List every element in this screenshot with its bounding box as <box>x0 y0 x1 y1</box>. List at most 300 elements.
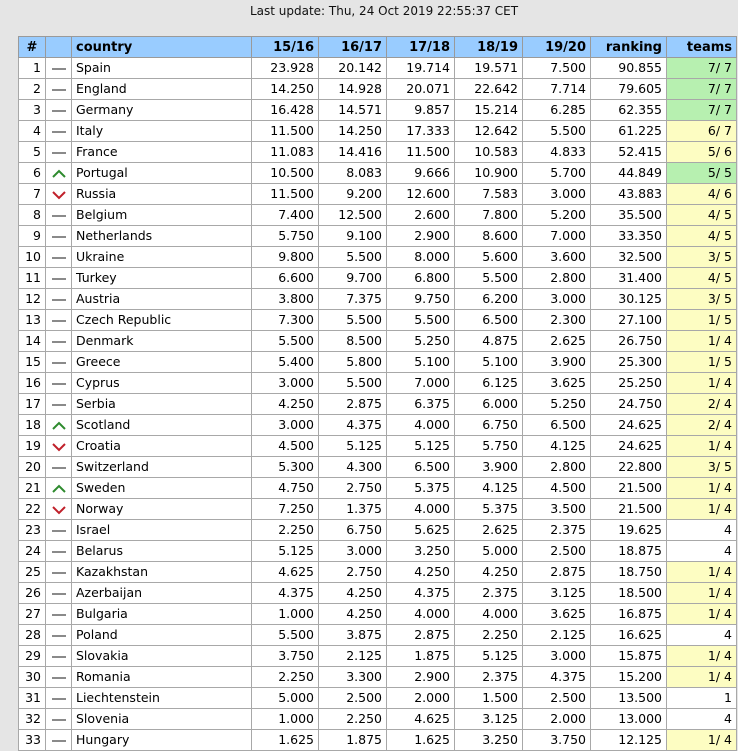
ranking-value: 27.100 <box>591 310 667 331</box>
rank-index: 23 <box>19 520 46 541</box>
ranking-value: 43.883 <box>591 184 667 205</box>
season-17-18-value: 4.625 <box>387 709 455 730</box>
header-season-18-19[interactable]: 18/19 <box>455 37 523 58</box>
trend-down-icon <box>51 190 67 200</box>
season-16-17-value: 20.142 <box>319 58 387 79</box>
teams-value: 1/ 4 <box>667 730 737 751</box>
season-16-17-value: 3.300 <box>319 667 387 688</box>
season-18-19-value: 7.583 <box>455 184 523 205</box>
season-18-19-value: 5.750 <box>455 436 523 457</box>
table-row <box>19 604 737 625</box>
rank-index: 4 <box>19 121 46 142</box>
season-16-17-value: 12.500 <box>319 205 387 226</box>
season-17-18-value: 2.875 <box>387 625 455 646</box>
season-19-20-value: 2.800 <box>523 268 591 289</box>
country-name: Belgium <box>72 205 252 226</box>
season-16-17-value: 1.875 <box>319 730 387 751</box>
season-17-18-value: 2.600 <box>387 205 455 226</box>
teams-value: 4 <box>667 709 737 730</box>
rank-index: 32 <box>19 709 46 730</box>
season-19-20-value: 2.300 <box>523 310 591 331</box>
trend-cell <box>46 520 72 541</box>
country-name: Serbia <box>72 394 252 415</box>
trend-cell <box>46 58 72 79</box>
season-18-19-value: 19.571 <box>455 58 523 79</box>
ranking-value: 16.625 <box>591 625 667 646</box>
country-name: Austria <box>72 289 252 310</box>
trend-cell <box>46 541 72 562</box>
trend-flat-icon <box>51 85 67 95</box>
trend-cell <box>46 247 72 268</box>
teams-value: 1/ 4 <box>667 436 737 457</box>
ranking-value: 16.875 <box>591 604 667 625</box>
country-name: Denmark <box>72 331 252 352</box>
season-15-16-value: 5.500 <box>252 331 319 352</box>
rank-index: 12 <box>19 289 46 310</box>
trend-flat-icon <box>51 148 67 158</box>
trend-cell <box>46 646 72 667</box>
season-17-18-value: 11.500 <box>387 142 455 163</box>
country-name: Ukraine <box>72 247 252 268</box>
season-18-19-value: 3.125 <box>455 709 523 730</box>
rank-index: 18 <box>19 415 46 436</box>
season-15-16-value: 2.250 <box>252 667 319 688</box>
country-name: France <box>72 142 252 163</box>
season-17-18-value: 2.900 <box>387 667 455 688</box>
season-19-20-value: 6.285 <box>523 100 591 121</box>
season-19-20-value: 3.000 <box>523 184 591 205</box>
ranking-value: 61.225 <box>591 121 667 142</box>
trend-cell <box>46 709 72 730</box>
season-17-18-value: 19.714 <box>387 58 455 79</box>
season-19-20-value: 2.000 <box>523 709 591 730</box>
header-country[interactable]: country <box>72 37 252 58</box>
season-15-16-value: 1.625 <box>252 730 319 751</box>
teams-value: 7/ 7 <box>667 79 737 100</box>
season-15-16-value: 3.000 <box>252 415 319 436</box>
season-16-17-value: 8.500 <box>319 331 387 352</box>
trend-flat-icon <box>51 526 67 536</box>
trend-flat-icon <box>51 694 67 704</box>
trend-cell <box>46 730 72 751</box>
season-17-18-value: 3.250 <box>387 541 455 562</box>
header-ranking[interactable]: ranking <box>591 37 667 58</box>
trend-flat-icon <box>51 463 67 473</box>
season-15-16-value: 14.250 <box>252 79 319 100</box>
ranking-value: 18.875 <box>591 541 667 562</box>
teams-value: 4/ 5 <box>667 268 737 289</box>
teams-value: 4 <box>667 625 737 646</box>
country-name: Hungary <box>72 730 252 751</box>
season-17-18-value: 6.375 <box>387 394 455 415</box>
ranking-value: 25.250 <box>591 373 667 394</box>
season-16-17-value: 14.250 <box>319 121 387 142</box>
ranking-value: 19.625 <box>591 520 667 541</box>
table-row <box>19 688 737 709</box>
trend-cell <box>46 499 72 520</box>
table-row <box>19 478 737 499</box>
table-row <box>19 436 737 457</box>
rank-index: 22 <box>19 499 46 520</box>
season-19-20-value: 2.800 <box>523 457 591 478</box>
country-name: Germany <box>72 100 252 121</box>
season-18-19-value: 1.500 <box>455 688 523 709</box>
country-name: Poland <box>72 625 252 646</box>
season-15-16-value: 5.300 <box>252 457 319 478</box>
season-17-18-value: 1.625 <box>387 730 455 751</box>
country-name: Croatia <box>72 436 252 457</box>
season-15-16-value: 23.928 <box>252 58 319 79</box>
season-17-18-value: 4.250 <box>387 562 455 583</box>
trend-cell <box>46 394 72 415</box>
season-15-16-value: 5.125 <box>252 541 319 562</box>
ranking-value: 25.300 <box>591 352 667 373</box>
country-name: Scotland <box>72 415 252 436</box>
season-18-19-value: 6.200 <box>455 289 523 310</box>
rank-index: 16 <box>19 373 46 394</box>
season-18-19-value: 2.625 <box>455 520 523 541</box>
season-17-18-value: 2.900 <box>387 226 455 247</box>
ranking-value: 90.855 <box>591 58 667 79</box>
season-16-17-value: 2.875 <box>319 394 387 415</box>
country-name: Czech Republic <box>72 310 252 331</box>
teams-value: 3/ 5 <box>667 247 737 268</box>
rank-index: 7 <box>19 184 46 205</box>
table-row <box>19 352 737 373</box>
season-18-19-value: 4.250 <box>455 562 523 583</box>
table-row <box>19 625 737 646</box>
trend-cell <box>46 226 72 247</box>
season-19-20-value: 5.200 <box>523 205 591 226</box>
trend-cell <box>46 121 72 142</box>
rank-index: 28 <box>19 625 46 646</box>
rank-index: 29 <box>19 646 46 667</box>
season-17-18-value: 1.875 <box>387 646 455 667</box>
teams-value: 1/ 4 <box>667 562 737 583</box>
rank-index: 6 <box>19 163 46 184</box>
table-row <box>19 226 737 247</box>
season-19-20-value: 4.125 <box>523 436 591 457</box>
season-15-16-value: 5.750 <box>252 226 319 247</box>
season-19-20-value: 4.375 <box>523 667 591 688</box>
season-15-16-value: 4.375 <box>252 583 319 604</box>
season-15-16-value: 1.000 <box>252 709 319 730</box>
country-name: Italy <box>72 121 252 142</box>
season-15-16-value: 3.800 <box>252 289 319 310</box>
teams-value: 5/ 6 <box>667 142 737 163</box>
season-17-18-value: 4.000 <box>387 604 455 625</box>
ranking-value: 15.200 <box>591 667 667 688</box>
season-19-20-value: 3.500 <box>523 499 591 520</box>
rank-index: 13 <box>19 310 46 331</box>
country-name: Romania <box>72 667 252 688</box>
season-17-18-value: 9.750 <box>387 289 455 310</box>
season-17-18-value: 4.000 <box>387 415 455 436</box>
trend-flat-icon <box>51 232 67 242</box>
season-17-18-value: 20.071 <box>387 79 455 100</box>
season-15-16-value: 11.500 <box>252 121 319 142</box>
trend-down-icon <box>51 442 67 452</box>
trend-flat-icon <box>51 400 67 410</box>
season-19-20-value: 3.625 <box>523 604 591 625</box>
rank-index: 11 <box>19 268 46 289</box>
rank-index: 30 <box>19 667 46 688</box>
rank-index: 2 <box>19 79 46 100</box>
season-18-19-value: 6.500 <box>455 310 523 331</box>
rank-index: 15 <box>19 352 46 373</box>
ranking-value: 22.800 <box>591 457 667 478</box>
rank-index: 5 <box>19 142 46 163</box>
teams-value: 6/ 7 <box>667 121 737 142</box>
trend-cell <box>46 100 72 121</box>
season-15-16-value: 11.083 <box>252 142 319 163</box>
ranking-value: 15.875 <box>591 646 667 667</box>
header-season-16-17[interactable]: 16/17 <box>319 37 387 58</box>
season-15-16-value: 16.428 <box>252 100 319 121</box>
table-row <box>19 310 737 331</box>
table-row <box>19 541 737 562</box>
ranking-table <box>18 36 737 751</box>
trend-flat-icon <box>51 316 67 326</box>
rank-index: 10 <box>19 247 46 268</box>
season-18-19-value: 10.583 <box>455 142 523 163</box>
season-19-20-value: 5.250 <box>523 394 591 415</box>
season-16-17-value: 5.500 <box>319 247 387 268</box>
trend-cell <box>46 667 72 688</box>
season-17-18-value: 9.857 <box>387 100 455 121</box>
trend-cell <box>46 79 72 100</box>
teams-value: 1/ 5 <box>667 352 737 373</box>
rank-index: 24 <box>19 541 46 562</box>
season-19-20-value: 2.500 <box>523 688 591 709</box>
header-teams[interactable]: teams <box>667 37 737 58</box>
season-16-17-value: 9.700 <box>319 268 387 289</box>
trend-flat-icon <box>51 337 67 347</box>
ranking-value: 18.750 <box>591 562 667 583</box>
season-19-20-value: 5.700 <box>523 163 591 184</box>
season-16-17-value: 4.375 <box>319 415 387 436</box>
season-19-20-value: 7.000 <box>523 226 591 247</box>
season-15-16-value: 4.500 <box>252 436 319 457</box>
teams-value: 5/ 5 <box>667 163 737 184</box>
table-row <box>19 163 737 184</box>
season-19-20-value: 4.833 <box>523 142 591 163</box>
country-name: England <box>72 79 252 100</box>
header-season-15-16[interactable]: 15/16 <box>252 37 319 58</box>
season-18-19-value: 4.000 <box>455 604 523 625</box>
ranking-value: 26.750 <box>591 331 667 352</box>
table-row <box>19 142 737 163</box>
season-16-17-value: 3.000 <box>319 541 387 562</box>
table-row <box>19 457 737 478</box>
country-name: Norway <box>72 499 252 520</box>
season-19-20-value: 3.750 <box>523 730 591 751</box>
teams-value: 4/ 6 <box>667 184 737 205</box>
season-18-19-value: 7.800 <box>455 205 523 226</box>
trend-flat-icon <box>51 589 67 599</box>
trend-flat-icon <box>51 631 67 641</box>
rank-index: 9 <box>19 226 46 247</box>
season-17-18-value: 12.600 <box>387 184 455 205</box>
table-row <box>19 709 737 730</box>
season-18-19-value: 3.250 <box>455 730 523 751</box>
ranking-value: 31.400 <box>591 268 667 289</box>
season-17-18-value: 5.375 <box>387 478 455 499</box>
header-season-19-20[interactable]: 19/20 <box>523 37 591 58</box>
ranking-value: 44.849 <box>591 163 667 184</box>
trend-flat-icon <box>51 211 67 221</box>
trend-flat-icon <box>51 64 67 74</box>
ranking-value: 62.355 <box>591 100 667 121</box>
country-name: Netherlands <box>72 226 252 247</box>
table-row <box>19 331 737 352</box>
season-16-17-value: 8.083 <box>319 163 387 184</box>
rank-index: 20 <box>19 457 46 478</box>
trend-cell <box>46 625 72 646</box>
trend-cell <box>46 184 72 205</box>
season-16-17-value: 5.800 <box>319 352 387 373</box>
season-18-19-value: 5.125 <box>455 646 523 667</box>
trend-flat-icon <box>51 736 67 746</box>
trend-cell <box>46 142 72 163</box>
season-18-19-value: 5.600 <box>455 247 523 268</box>
trend-cell <box>46 457 72 478</box>
header-trend <box>46 37 72 58</box>
season-17-18-value: 5.625 <box>387 520 455 541</box>
table-row <box>19 58 737 79</box>
table-row <box>19 730 737 751</box>
season-15-16-value: 5.400 <box>252 352 319 373</box>
table-row <box>19 79 737 100</box>
teams-value: 7/ 7 <box>667 58 737 79</box>
table-row <box>19 394 737 415</box>
teams-value: 3/ 5 <box>667 289 737 310</box>
table-row <box>19 646 737 667</box>
ranking-value: 18.500 <box>591 583 667 604</box>
teams-value: 1/ 4 <box>667 583 737 604</box>
season-17-18-value: 7.000 <box>387 373 455 394</box>
teams-value: 4 <box>667 520 737 541</box>
teams-value: 2/ 4 <box>667 415 737 436</box>
table-row <box>19 100 737 121</box>
season-15-16-value: 4.250 <box>252 394 319 415</box>
season-15-16-value: 7.250 <box>252 499 319 520</box>
season-18-19-value: 8.600 <box>455 226 523 247</box>
header-season-17-18[interactable]: 17/18 <box>387 37 455 58</box>
season-19-20-value: 3.000 <box>523 646 591 667</box>
season-16-17-value: 5.500 <box>319 373 387 394</box>
season-19-20-value: 6.500 <box>523 415 591 436</box>
teams-value: 4 <box>667 541 737 562</box>
ranking-value: 30.125 <box>591 289 667 310</box>
trend-cell <box>46 352 72 373</box>
season-16-17-value: 5.125 <box>319 436 387 457</box>
season-16-17-value: 14.416 <box>319 142 387 163</box>
season-19-20-value: 3.625 <box>523 373 591 394</box>
season-15-16-value: 3.750 <box>252 646 319 667</box>
season-17-18-value: 5.500 <box>387 310 455 331</box>
season-16-17-value: 2.250 <box>319 709 387 730</box>
teams-value: 7/ 7 <box>667 100 737 121</box>
teams-value: 1/ 4 <box>667 604 737 625</box>
season-17-18-value: 5.100 <box>387 352 455 373</box>
country-name: Belarus <box>72 541 252 562</box>
rank-index: 8 <box>19 205 46 226</box>
trend-flat-icon <box>51 358 67 368</box>
trend-flat-icon <box>51 673 67 683</box>
season-16-17-value: 1.375 <box>319 499 387 520</box>
country-name: Spain <box>72 58 252 79</box>
season-17-18-value: 8.000 <box>387 247 455 268</box>
country-name: Kazakhstan <box>72 562 252 583</box>
ranking-value: 21.500 <box>591 499 667 520</box>
trend-cell <box>46 415 72 436</box>
season-18-19-value: 6.750 <box>455 415 523 436</box>
ranking-value: 13.000 <box>591 709 667 730</box>
trend-flat-icon <box>51 547 67 557</box>
season-16-17-value: 7.375 <box>319 289 387 310</box>
season-16-17-value: 4.250 <box>319 583 387 604</box>
season-15-16-value: 9.800 <box>252 247 319 268</box>
season-16-17-value: 14.928 <box>319 79 387 100</box>
ranking-value: 13.500 <box>591 688 667 709</box>
country-name: Bulgaria <box>72 604 252 625</box>
trend-cell <box>46 478 72 499</box>
trend-cell <box>46 310 72 331</box>
trend-cell <box>46 604 72 625</box>
season-16-17-value: 2.750 <box>319 478 387 499</box>
season-19-20-value: 2.625 <box>523 331 591 352</box>
season-15-16-value: 7.400 <box>252 205 319 226</box>
trend-cell <box>46 268 72 289</box>
season-18-19-value: 4.125 <box>455 478 523 499</box>
season-17-18-value: 4.375 <box>387 583 455 604</box>
trend-down-icon <box>51 505 67 515</box>
season-17-18-value: 5.125 <box>387 436 455 457</box>
trend-cell <box>46 205 72 226</box>
trend-flat-icon <box>51 610 67 620</box>
season-17-18-value: 5.250 <box>387 331 455 352</box>
season-15-16-value: 11.500 <box>252 184 319 205</box>
trend-cell <box>46 289 72 310</box>
ranking-value: 21.500 <box>591 478 667 499</box>
trend-flat-icon <box>51 274 67 284</box>
trend-flat-icon <box>51 379 67 389</box>
country-name: Slovakia <box>72 646 252 667</box>
country-name: Slovenia <box>72 709 252 730</box>
table-row <box>19 373 737 394</box>
table-row <box>19 247 737 268</box>
season-18-19-value: 5.000 <box>455 541 523 562</box>
teams-value: 1/ 5 <box>667 310 737 331</box>
season-16-17-value: 9.100 <box>319 226 387 247</box>
season-17-18-value: 6.800 <box>387 268 455 289</box>
header-index[interactable]: # <box>19 37 46 58</box>
rank-index: 33 <box>19 730 46 751</box>
season-15-16-value: 2.250 <box>252 520 319 541</box>
trend-cell <box>46 436 72 457</box>
trend-flat-icon <box>51 106 67 116</box>
table-row <box>19 415 737 436</box>
trend-cell <box>46 562 72 583</box>
teams-value: 3/ 5 <box>667 457 737 478</box>
season-18-19-value: 6.000 <box>455 394 523 415</box>
rank-index: 19 <box>19 436 46 457</box>
season-18-19-value: 2.375 <box>455 667 523 688</box>
table-row <box>19 268 737 289</box>
season-16-17-value: 9.200 <box>319 184 387 205</box>
ranking-value: 33.350 <box>591 226 667 247</box>
